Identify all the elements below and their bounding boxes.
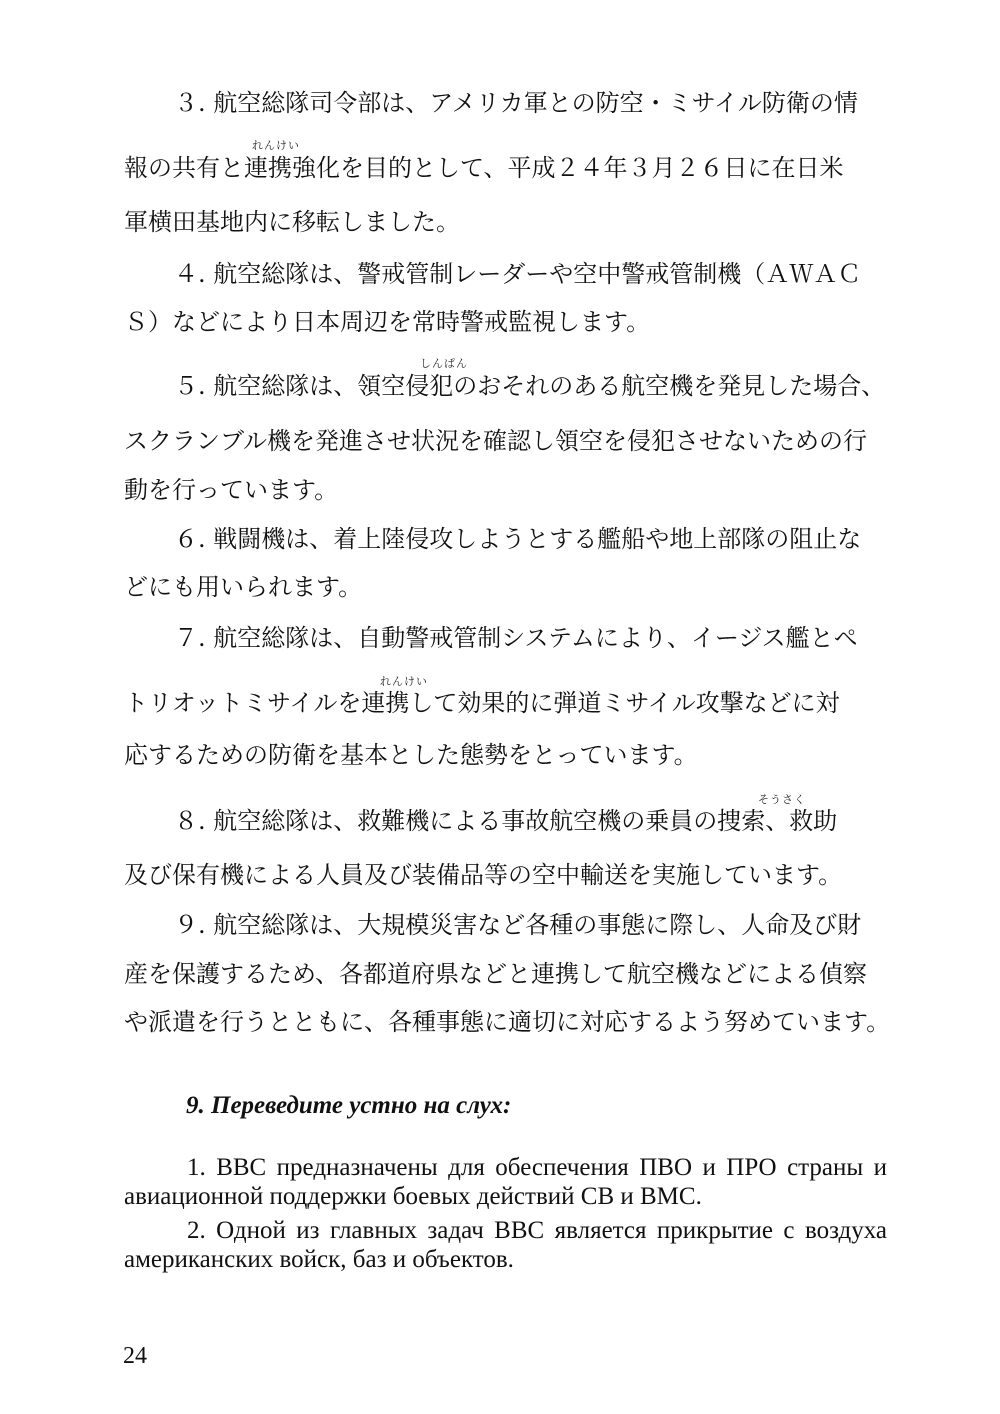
exercise-paragraph: 1. ВВС предназначены для обеспечения ПВО и ПРО страны и авиационной поддержки боевых действий СВ и ВМС.	[124, 1154, 887, 1210]
ruby-sousaku: そうさく	[758, 793, 806, 806]
exercise-heading: 9. Переведите устно на слух:	[186, 1092, 512, 1119]
ja-line: ４. 航空総隊は、警戒管制レーダーや空中警戒管制機（ＡＷＡＣ	[126, 260, 862, 288]
ja-line: どにも用いられます。	[124, 573, 363, 601]
ja-line: トリオットミサイルを連携して効果的に弾道ミサイル攻撃などに対	[124, 689, 840, 717]
ruby-renkei: れんけい	[380, 675, 428, 688]
ja-line: ７. 航空総隊は、自動警戒管制システムにより、イージス艦とペ	[126, 624, 858, 652]
ja-line: ６. 戦闘機は、着上陸侵攻しようとする艦船や地上部隊の阻止な	[126, 525, 862, 553]
exercise-paragraph: 2. Одной из главных задач ВВС является прикрытие с воздуха американских войск, баз и объектов.	[124, 1217, 887, 1273]
ja-line: スクランブル機を発進させ状況を確認し領空を侵犯させないための行	[124, 427, 868, 455]
ja-line: ３. 航空総隊司令部は、アメリカ軍との防空・ミサイル防衛の情	[126, 89, 858, 117]
ja-line: 応するための防衛を基本とした態勢をとっています。	[124, 741, 698, 769]
ruby-shinpan: しんぱん	[420, 357, 468, 370]
ruby-renkei: れんけい	[252, 139, 300, 152]
page-number: 24	[123, 1343, 147, 1369]
ja-line: 産を保護するため、各都道府県などと連携して航空機などによる偵察	[124, 960, 868, 988]
ja-line: Ｓ）などにより日本周辺を常時警戒監視します。	[124, 308, 651, 336]
ja-line: 動を行っています。	[124, 476, 339, 504]
ja-line: 報の共有と連携強化を目的として、平成２４年３月２６日に在日米	[124, 154, 844, 182]
ja-line: ８. 航空総隊は、救難機による事故航空機の乗員の捜索、救助	[126, 807, 838, 835]
ja-line: ５. 航空総隊は、領空侵犯のおそれのある航空機を発見した場合、	[126, 372, 886, 400]
ja-line: ９. 航空総隊は、大規模災害など各種の事態に際し、人命及び財	[126, 911, 862, 939]
ja-line: 及び保有機による人員及び装備品等の空中輸送を実施しています。	[124, 861, 843, 889]
ja-line: 軍横田基地内に移転しました。	[124, 208, 460, 236]
ja-line: や派遣を行うとともに、各種事態に適切に対応するよう努めています。	[124, 1008, 891, 1036]
